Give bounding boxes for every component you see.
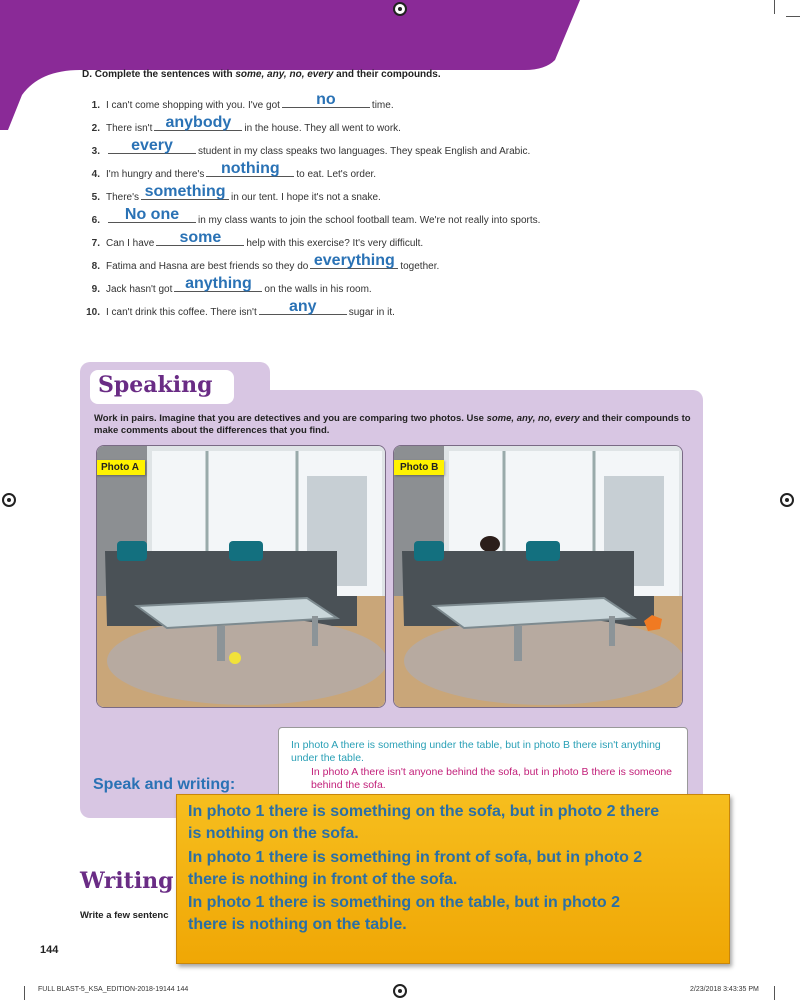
sentence-text-before: Jack hasn't got	[106, 284, 173, 295]
sentence-number: 2.	[91, 123, 100, 134]
handwritten-answer: no	[316, 91, 336, 108]
sentence-number: 6.	[91, 215, 100, 226]
speaking-instruction: Work in pairs. Imagine that you are detectives and you are comparing two photos. Use some, any, no, every and their compounds to make comments about the differences that you find.	[94, 413, 691, 436]
sentence-text-after: help with this exercise? It's very difficult.	[246, 238, 424, 249]
example-sentences-box	[278, 727, 688, 799]
sentence-item	[82, 298, 682, 326]
photo-a	[96, 445, 386, 708]
sentence-text-before: There isn't	[106, 123, 153, 134]
sentence-text-before: I'm hungry and there's	[106, 169, 205, 180]
handwritten-answer: anything	[185, 275, 252, 292]
handwritten-answer: everything	[313, 252, 395, 269]
sentence-item	[82, 275, 682, 303]
sentence-text-after: time.	[371, 100, 394, 111]
answer-blank	[174, 275, 262, 292]
answer-blank	[108, 137, 196, 154]
writing-instruction: Write a few sentenc	[80, 910, 169, 921]
registration-mark-right	[780, 493, 794, 507]
sentence-text-after: to eat. Let's order.	[296, 169, 377, 180]
registration-mark-bottom	[393, 984, 407, 998]
example-sentence-1: In photo A there is something under the table, but in photo B there isn't anything under the table.	[291, 739, 661, 764]
photo-b-label: Photo B	[394, 460, 444, 475]
answer-line: there is nothing on the table.	[188, 916, 407, 933]
handwritten-answer: No one	[124, 206, 180, 223]
handwritten-answer: any	[288, 298, 317, 315]
handwritten-answer: anybody	[165, 114, 232, 131]
sentence-number: 7.	[91, 238, 100, 249]
sentence-text-after: on the walls in his room.	[264, 284, 372, 295]
answer-line: there is nothing in front of the sofa.	[188, 871, 458, 888]
sentence-number: 4.	[91, 169, 100, 180]
exercise-title: D. Complete the sentences with some, any, no, every and their compounds.	[82, 69, 441, 80]
crop-mark	[786, 16, 800, 17]
answer-line: In photo 1 there is something on the sofa, but in photo 2 there	[188, 803, 660, 820]
answer-line: is nothing on the sofa.	[188, 825, 359, 842]
sentence-text-after: sugar in it.	[348, 307, 395, 318]
sentence-text-before: I can't come shopping with you. I've got	[106, 100, 280, 111]
example-sentence-2: In photo A there isn't anyone behind the sofa, but in photo B there is someone behind the sofa.	[311, 766, 673, 791]
handwritten-answer: some	[179, 229, 222, 246]
answer-blank	[206, 160, 294, 177]
sentence-number: 1.	[91, 100, 100, 111]
writing-heading: Writing	[80, 868, 174, 894]
answer-blank	[108, 206, 196, 223]
answer-line: In photo 1 there is something in front of sofa, but in photo 2	[188, 849, 643, 866]
page-number: 144	[40, 944, 59, 956]
sentence-number: 8.	[91, 261, 100, 272]
sentence-number: 3.	[91, 146, 100, 157]
sentence-item	[82, 252, 682, 280]
sentence-text-after: in our tent. I hope it's not a snake.	[231, 192, 381, 203]
sentence-list	[82, 91, 682, 326]
sentence-text-after: in my class wants to join the school football team. We're not really into sports.	[198, 215, 541, 226]
handwritten-answer: something	[144, 183, 226, 200]
crop-mark	[24, 986, 25, 1000]
sentence-number: 9.	[91, 284, 100, 295]
sentence-text-after: together.	[400, 261, 440, 272]
sentence-text-before: I can't drink this coffee. There isn't	[106, 307, 257, 318]
crop-mark	[774, 986, 775, 1000]
registration-mark-left	[2, 493, 16, 507]
sentence-number: 10.	[86, 307, 100, 318]
answer-blank	[259, 298, 347, 315]
sentence-text-before: There's	[106, 192, 140, 203]
answer-blank	[310, 252, 398, 269]
sentence-text-after: in the house. They all went to work.	[244, 123, 401, 134]
footer-right: 2/23/2018 3:43:35 PM	[690, 986, 759, 993]
answer-overlay-box	[176, 794, 730, 964]
sentence-text-before: Fatima and Hasna are best friends so they do	[106, 261, 309, 272]
speak-writing-label: Speak and writing:	[93, 776, 236, 793]
sentence-item	[82, 137, 682, 165]
registration-mark-top	[393, 2, 407, 16]
answer-blank	[282, 91, 370, 108]
footer-left: FULL BLAST-5_KSA_EDITION-2018-19144 144	[38, 986, 189, 993]
handwritten-answer: nothing	[221, 160, 280, 177]
handwritten-answer: every	[131, 137, 173, 154]
photo-a-label: Photo A	[96, 460, 145, 475]
answer-blank	[141, 183, 229, 200]
sentence-text-after: student in my class speaks two languages. They speak English and Arabic.	[198, 146, 531, 157]
answer-line: In photo 1 there is something on the table, but in photo 2	[188, 894, 620, 911]
crop-mark	[774, 0, 775, 14]
sentence-text-before: Can I have	[106, 238, 155, 249]
speaking-heading: Speaking	[90, 370, 234, 404]
answer-blank	[156, 229, 244, 246]
photo-b	[393, 445, 683, 708]
sentence-number: 5.	[91, 192, 100, 203]
answer-blank	[154, 114, 242, 131]
